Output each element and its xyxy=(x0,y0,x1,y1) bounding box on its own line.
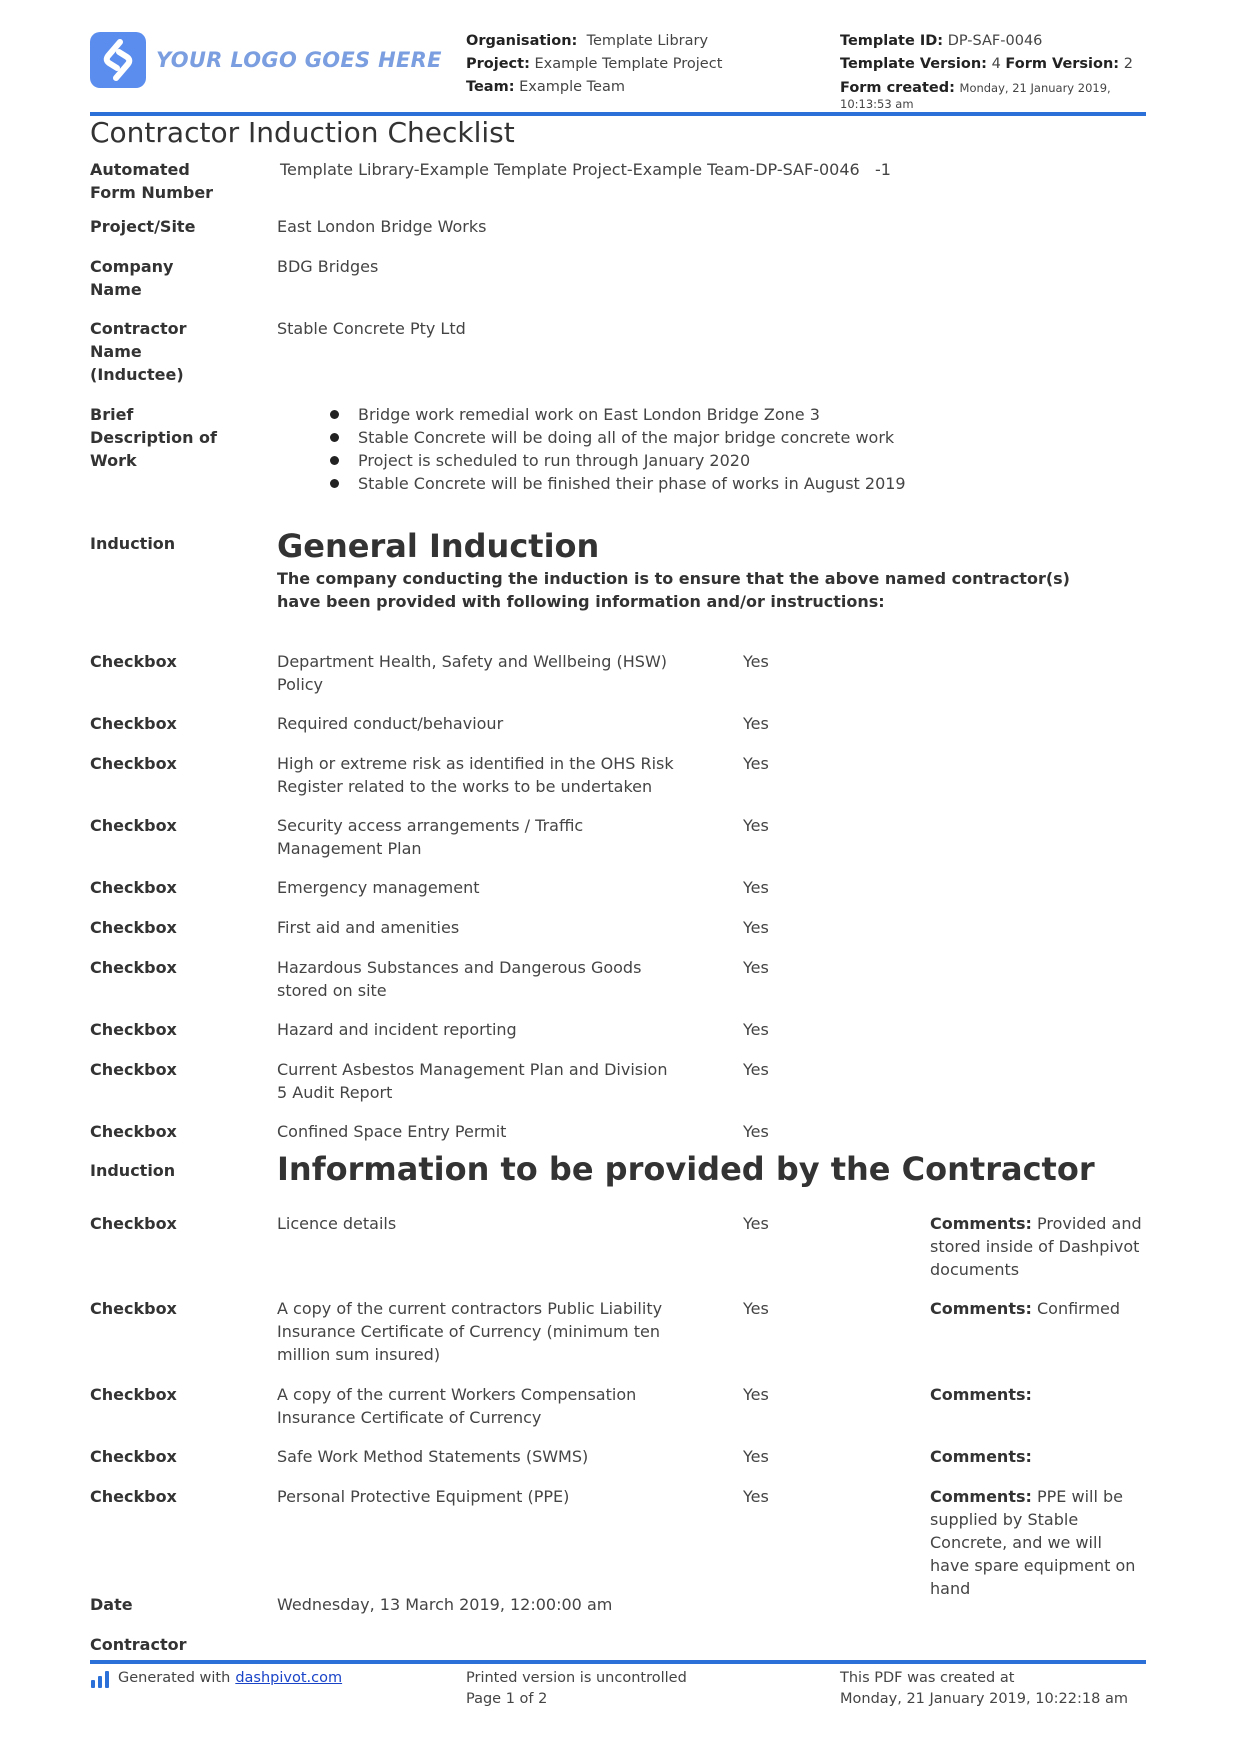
list-item: Stable Concrete will be doing all of the major bridge concrete work xyxy=(358,426,1058,449)
date-value: Wednesday, 13 March 2019, 12:00:00 am xyxy=(277,1595,613,1614)
form-number-label: Automated Form Number xyxy=(90,160,214,202)
dashpivot-link[interactable]: dashpivot.com xyxy=(235,1670,343,1686)
induction-label: Induction xyxy=(90,534,176,553)
answer-yes: Yes xyxy=(743,918,769,937)
printed-note: Printed version is uncontrolled xyxy=(466,1670,687,1686)
answer-yes: Yes xyxy=(743,1385,769,1404)
form-created-value: Monday, 21 January 2019, 10:13:53 am xyxy=(840,81,1111,111)
answer-yes: Yes xyxy=(743,1122,769,1141)
pdf-created-label: This PDF was created at xyxy=(840,1670,1015,1686)
footer-pdf-info xyxy=(840,1668,1128,1710)
list-item: Bridge work remedial work on East London Bridge Zone 3 xyxy=(358,403,1058,426)
contractor-info-heading: Information to be provided by the Contractor xyxy=(277,1150,1095,1188)
comment: Comments: xyxy=(930,1447,1032,1466)
template-id-value: DP-SAF-0046 xyxy=(947,33,1043,49)
dashpivot-logo-icon xyxy=(90,1670,112,1688)
project-site-label: Project/Site xyxy=(90,217,196,236)
answer-yes: Yes xyxy=(743,1020,769,1039)
header-org-info xyxy=(466,30,816,99)
form-number-value: Template Library-Example Template Project-Example Team-DP-SAF-0046 -1 xyxy=(280,160,891,179)
company-logo xyxy=(90,32,442,88)
answer-yes: Yes xyxy=(743,652,769,671)
project-value: Example Template Project xyxy=(534,56,723,72)
general-induction-heading: General Induction xyxy=(277,527,600,565)
bullet-icon xyxy=(330,410,339,419)
form-created-line: Form created: Monday, 21 January 2019, 10:13:53 am xyxy=(840,80,1111,111)
answer-yes: Yes xyxy=(743,958,769,977)
description-label: Brief Description of Work xyxy=(90,405,218,470)
company-label: Company Name xyxy=(90,257,174,299)
logo-icon xyxy=(90,32,146,88)
answer-yes: Yes xyxy=(743,878,769,897)
contractor-value: Stable Concrete Pty Ltd xyxy=(277,319,466,338)
organisation-value: Template Library xyxy=(586,33,709,49)
header-template-info xyxy=(840,30,1146,112)
template-id-line: Template ID: DP-SAF-0046 xyxy=(840,33,1043,49)
answer-yes: Yes xyxy=(743,1060,769,1079)
description-list xyxy=(358,403,1058,495)
company-value: BDG Bridges xyxy=(277,257,379,276)
form-version-value: 2 xyxy=(1123,56,1133,72)
document-page: YOUR LOGO GOES HERE Organisation: Template Library Project: Example Template Project Team: Example Team Template ID: DP-SAF-0046 Template Version: 4 Form Version: 2 Form created: Monday, 21 January 2019, 10:13:53 am Contractor Induction Checklist Automated Form Number Template Library-Example Template Project-Example Team-DP-SAF-0046 -1 Project/Site East London Bridge Works Company Name BDG Bridges Contractor Name (Inductee) Stable Concrete Pty Ltd Brief Description of Work Bridge work remedial work on East London Bridge Zone 3 Stable Concrete will be doing all of the major bridge concrete work Project is scheduled to run through January 2020 Stable Concrete will be finished their phase of works in August 2019 Induction General Induction The company conducting the induction is to ensure that the above named contractor(s) have been provided with following information and/or instructions: Checkbox Department Health, Safety and Wellbeing (HSW) Policy Yes Checkbox Required conduct/behaviour Yes Checkbox High or extreme risk as identified in the OHS Risk Register related to the works to be undertaken Yes Checkbox Security access arrangements / Traffic Management Plan Yes Checkbox Emergency management Yes Checkbox First aid and amenities Yes Checkbox Hazardous Substances and Dangerous Goods stored on site Yes Checkbox Hazard and incident reporting Yes Checkbox Current Asbestos Management Plan and Division 5 Audit Report Yes Checkbox Confined Space Entry Permit Yes Induction Information to be provided by the Contractor Checkbox Licence details Yes Comments: Provided and stored inside of Dashpivot documents Checkbox A copy of the current contractors Public Liability Insurance Certificate of Currency (minimum ten million sum insured) Yes Comments: Confirmed Checkbox A copy of the current Workers Compensation Insurance Certificate of Currency Yes Comments: Checkbox Safe Work Method Statements (SWMS) Yes Comments: Checkbox Personal Protective Equipment (PPE) Yes Comments: PPE will be supplied by Stable Concrete, and we will have spare equipment on hand Date Wednesday, 13 March 2019, 12:00:00 am Contractor Generated with dashpivot.com Printed version is uncontrolled Page 1 of 2 This PDF was created at Monday, 21 January 2019, 10:22:18 am xyxy=(90,0,1146,1754)
list-item: Project is scheduled to run through January 2020 xyxy=(358,449,1058,472)
document-header xyxy=(90,30,1146,112)
template-version-value: 4 xyxy=(991,56,1001,72)
page-number: Page 1 of 2 xyxy=(466,1691,548,1707)
generated-with: Generated with dashpivot.com xyxy=(90,1668,342,1689)
organisation-line: Organisation: Template Library xyxy=(466,33,709,49)
general-induction-description: The company conducting the induction is to ensure that the above named contractor(s) have been provided with following information and/or instructions: xyxy=(277,569,1070,611)
footer-print-info xyxy=(466,1668,687,1710)
answer-yes: Yes xyxy=(743,754,769,773)
bullet-icon xyxy=(330,433,339,442)
team-value: Example Team xyxy=(519,79,625,95)
comment: Comments: Confirmed xyxy=(930,1299,1121,1318)
answer-yes: Yes xyxy=(743,1487,769,1506)
comment: Comments: xyxy=(930,1385,1032,1404)
footer-divider xyxy=(90,1660,1146,1664)
answer-yes: Yes xyxy=(743,1214,769,1233)
version-line: Template Version: 4 Form Version: 2 xyxy=(840,56,1133,72)
answer-yes: Yes xyxy=(743,1447,769,1466)
pdf-created-value: Monday, 21 January 2019, 10:22:18 am xyxy=(840,1691,1128,1707)
contractor-signature-label: Contractor xyxy=(90,1635,187,1654)
logo-text: YOUR LOGO GOES HERE xyxy=(156,48,442,72)
project-site-value: East London Bridge Works xyxy=(277,217,487,236)
project-line: Project: Example Template Project xyxy=(466,56,723,72)
bullet-icon xyxy=(330,479,339,488)
answer-yes: Yes xyxy=(743,816,769,835)
bullet-icon xyxy=(330,456,339,465)
comment: Comments: Provided and stored inside of Dashpivot documents xyxy=(930,1214,1142,1279)
page-title: Contractor Induction Checklist xyxy=(90,116,515,149)
team-line: Team: Example Team xyxy=(466,79,625,95)
contractor-label: Contractor Name (Inductee) xyxy=(90,319,187,384)
list-item: Stable Concrete will be finished their phase of works in August 2019 xyxy=(358,472,1058,495)
answer-yes: Yes xyxy=(743,714,769,733)
date-label: Date xyxy=(90,1595,133,1614)
induction-label: Induction xyxy=(90,1161,176,1180)
answer-yes: Yes xyxy=(743,1299,769,1318)
comment: Comments: PPE will be supplied by Stable Concrete, and we will have spare equipment on hand xyxy=(930,1487,1136,1598)
